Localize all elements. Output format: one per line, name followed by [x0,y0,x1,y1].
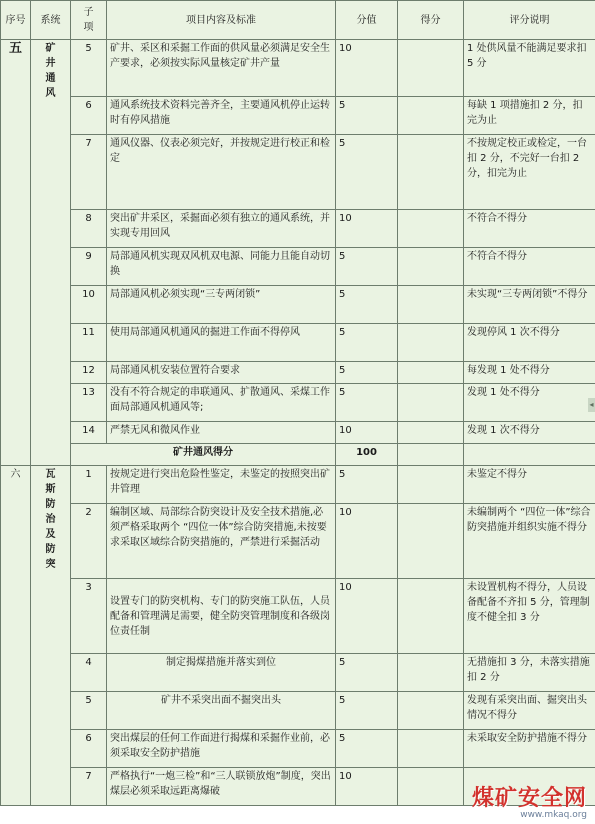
item-notes: 未编制两个 “四位一体”综合防突措施并组织实施不得分 [464,504,595,579]
item-got [398,248,464,286]
sub-number: 7 [71,135,107,210]
subtotal-label: 矿井通风得分 [71,444,336,466]
table-row [1,692,595,730]
item-got [398,422,464,444]
item-content: 严禁无风和微风作业 [107,422,336,444]
item-notes: 每发现 1 处不得分 [464,362,595,384]
header-score: 分值 [336,1,398,40]
table-row [1,466,595,504]
section-number: 五 [1,40,31,466]
item-content: 制定揭煤措施并落实到位 [107,654,336,692]
sub-number: 9 [71,248,107,286]
table-row [1,579,595,654]
subtotal-value: 100 [336,444,398,466]
item-notes: 无措施扣 3 分，未落实措施扣 2 分 [464,654,595,692]
item-score: 10 [336,210,398,248]
item-got [398,97,464,135]
table-row [1,504,595,579]
item-content: 通风系统技术资料完善齐全，主要通风机停止运转时有停风措施 [107,97,336,135]
sub-number: 6 [71,730,107,768]
table-row [1,97,595,135]
item-content: 设置专门的防突机构、专门的防突施工队伍，人员配备和管理满足需要，健全防突管理制度和各级岗位责任制 [107,579,336,654]
item-got [398,362,464,384]
item-got [398,324,464,362]
item-score: 10 [336,422,398,444]
item-notes: 未设置机构不得分，人员设备配备不齐扣 5 分，管理制度不健全扣 3 分 [464,579,595,654]
item-score: 10 [336,579,398,654]
item-content: 严格执行“一炮三检”和“三人联锁放炮”制度，突出煤层必须采取远距离爆破 [107,768,336,806]
item-notes: 未实现“三专两闭锁”不得分 [464,286,595,324]
table-row [1,210,595,248]
table-row [1,730,595,768]
item-content: 按规定进行突出危险性鉴定，未鉴定的按照突出矿井管理 [107,466,336,504]
item-notes: 发现有采突出面、掘突出头情况不得分 [464,692,595,730]
section-number: 六 [1,466,31,806]
item-content: 突出矿井采区，采掘面必须有独立的通风系统，并实现专用回风 [107,210,336,248]
item-notes: 1 处供风量不能满足要求扣 5 分 [464,40,595,97]
site-watermark [472,781,587,820]
subtotal-notes [464,444,595,466]
item-content: 局部通风机必须实现“三专两闭锁” [107,286,336,324]
item-notes: 发现停风 1 次不得分 [464,324,595,362]
item-score: 5 [336,654,398,692]
table-row [1,135,595,210]
item-notes: 发现 1 次不得分 [464,422,595,444]
item-score: 10 [336,504,398,579]
item-got [398,210,464,248]
table-row [1,324,595,362]
sub-number: 5 [71,692,107,730]
section-name: 矿井通风 [31,40,71,466]
sub-number: 3 [71,579,107,654]
item-got [398,579,464,654]
item-got [398,384,464,422]
item-content: 编制区域、局部综合防突设计及安全技术措施,必须严格采取两个 “四位一体”综合防突措施,未按要求采取区域综合防突措施的，严禁进行采掘活动 [107,504,336,579]
item-score: 10 [336,40,398,97]
item-content: 矿井不采突出面不掘突出头 [107,692,336,730]
sub-number: 13 [71,384,107,422]
table-row [1,248,595,286]
item-score: 5 [336,362,398,384]
item-notes: 不符合不得分 [464,248,595,286]
item-score: 5 [336,730,398,768]
item-content: 局部通风机安装位置符合要求 [107,362,336,384]
item-got [398,768,464,806]
item-got [398,692,464,730]
subtotal-got [398,444,464,466]
item-notes: 未采取安全防护措施不得分 [464,730,595,768]
sub-number: 7 [71,768,107,806]
table-row [1,40,595,97]
item-notes: 未鉴定不得分 [464,466,595,504]
item-score: 5 [336,324,398,362]
header-content: 项目内容及标准 [107,1,336,40]
sub-number: 5 [71,40,107,97]
watermark-url: www.mkaq.org [520,810,587,820]
item-notes: 发现 1 处不得分 [464,384,595,422]
header-seq: 序号 [1,1,31,40]
item-score: 10 [336,768,398,806]
item-content: 没有不符合规定的串联通风、扩散通风、采煤工作面局部通风机通风等; [107,384,336,422]
item-got [398,504,464,579]
item-content: 使用局部通风机通风的掘进工作面不得停风 [107,324,336,362]
subtotal-row [1,444,595,466]
item-content: 突出煤层的任何工作面进行揭煤和采掘作业前，必须采取安全防护措施 [107,730,336,768]
item-notes: 每缺 1 项措施扣 2 分，扣完为止 [464,97,595,135]
header-row [1,1,595,40]
item-score: 5 [336,248,398,286]
sub-number: 8 [71,210,107,248]
item-content: 局部通风机实现双风机双电源、同能力且能自动切换 [107,248,336,286]
item-notes: 不符合不得分 [464,210,595,248]
sub-number: 14 [71,422,107,444]
item-score: 5 [336,135,398,210]
item-score: 5 [336,97,398,135]
header-system: 系统 [31,1,71,40]
table-row [1,654,595,692]
table-row [1,384,595,422]
item-score: 5 [336,384,398,422]
table-row [1,362,595,384]
sub-number: 6 [71,97,107,135]
sub-number: 2 [71,504,107,579]
item-got [398,730,464,768]
item-score: 5 [336,286,398,324]
watermark-logo-text: 煤矿安全网 [471,785,587,811]
sub-number: 1 [71,466,107,504]
item-got [398,286,464,324]
table-row [1,422,595,444]
header-got: 得分 [398,1,464,40]
item-got [398,654,464,692]
item-got [398,135,464,210]
header-sub: 子项 [71,1,107,40]
scroll-arrow-icon[interactable]: ◂ [588,398,595,412]
sub-number: 10 [71,286,107,324]
header-notes: 评分说明 [464,1,595,40]
item-content: 通风仪器、仪表必须完好，并按规定进行校正和检定 [107,135,336,210]
item-score: 5 [336,692,398,730]
sub-number: 11 [71,324,107,362]
sub-number: 4 [71,654,107,692]
item-notes: 不按规定校正或检定，一台扣 2 分，不完好一台扣 2 分，扣完为止 [464,135,595,210]
item-content: 矿井、采区和采掘工作面的供风量必须满足安全生产要求，必须按实际风量核定矿井产量 [107,40,336,97]
section-name: 瓦斯防治及防突 [31,466,71,806]
item-got [398,40,464,97]
item-got [398,466,464,504]
sub-number: 12 [71,362,107,384]
item-score: 5 [336,466,398,504]
table-row [1,286,595,324]
